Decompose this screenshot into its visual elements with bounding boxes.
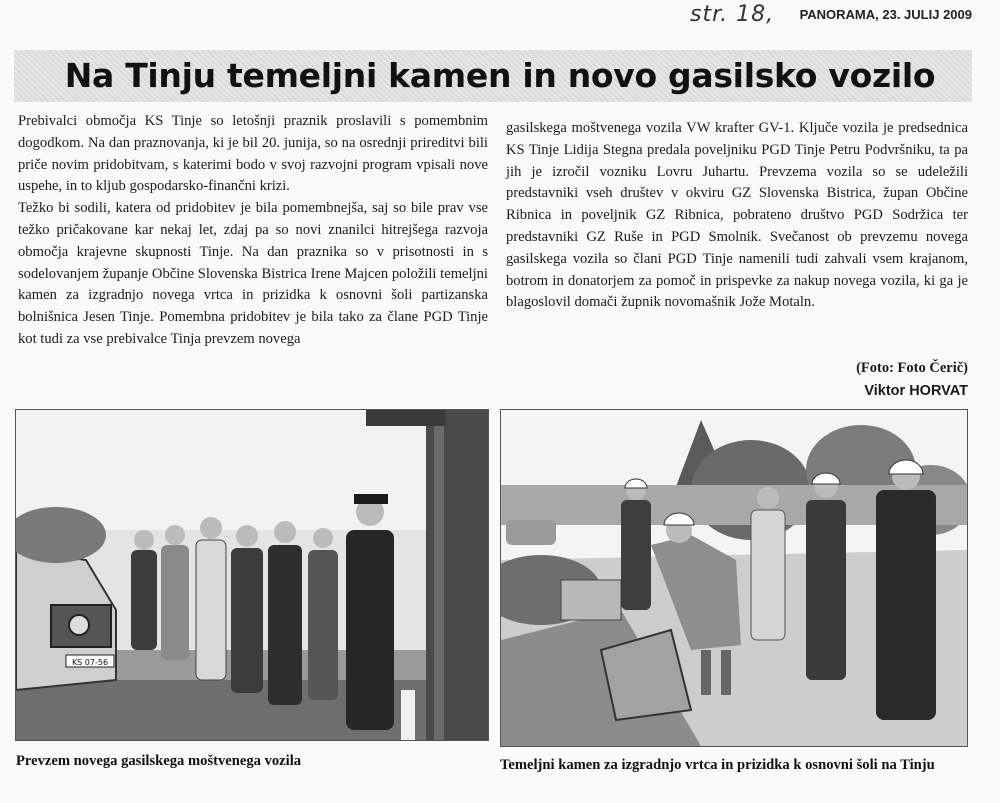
foundation-stone-image — [501, 410, 967, 746]
photo-caption-right: Temeljni kamen za izgradnjo vrtca in prizidka k osnovni šoli na Tinju — [500, 757, 935, 773]
photo-credit: (Foto: Foto Čerič) — [856, 360, 968, 376]
article-column-right — [506, 118, 968, 314]
article-headline: Na Tinju temeljni kamen in novo gasilsko vozilo — [64, 56, 936, 95]
paragraph: gasilskega moštvenega vozila VW krafter GV-1. Ključe vozila je predsednica KS Tinje Lidija Stegna predala poveljniku PGD Tinje Petru Podvršniku, ta pa jih je izročil vozniku Lovru Juhartu. Prevzema vozila so se udeležili predstavniki vseh društev v okviru GZ Slovenska Bistrica, župan Občine Ribnica in poveljnik GZ Ribnica, pobrateno društvo PGD Sodržica ter predstavniki GZ Ruše in PGD Smolnik. Svečanost ob prevzemu novega gasilskega vozila so člani PGD Tinje namenili tudi zahvali vsem krajanom, botrom in donatorjem za pomoč in prispevke za nakup novega vozila, ki ga je blagoslovil domači župnik novomašnik Jože Motaln. — [506, 120, 968, 311]
paragraph: Težko bi sodili, katera od pridobitev je bila pomembnejša, saj so bile prav vse težko pričakovane kar nekaj let, zdaj pa so novi znanilci hitrejšega razvoja območja krajevne skupnosti Tinje. Na dan praznika so v prisotnosti in s sodelovanjem županje Občine Slovenska Bistrica Irene Majcen položili temeljni kamen za izgradnjo novega vrtca in prizidka k osnovni šoli partizanska bolnišnica Jesen Tinje. Pomembna pridobitev je bila tako za člane PGD Tinje kot tudi za vse prebivalce Tinja prevzem novega — [18, 200, 488, 347]
handwritten-page-note: str. 18, — [690, 2, 775, 27]
photo-vehicle-handover — [15, 409, 489, 741]
vehicle-handover-image — [16, 410, 488, 740]
author-credit: Viktor HORVAT — [864, 383, 968, 399]
photo-caption-left: Prevzem novega gasilskega moštvenega vozila — [16, 753, 302, 769]
license-plate: KS 07-56 — [71, 658, 109, 667]
paragraph: Prebivalci območja KS Tinje so letošnji praznik proslavili s pomembnim dogodkom. Na dan praznovanja, ki je bil 20. junija, so na osrednji prireditvi bili priče novim pridobitvam, s katerimi bodo v svoj razvojni program vpisali nove uspehe, in to kljub gospodarsko-finančni krizi. — [18, 113, 488, 195]
photo-foundation-stone — [500, 409, 968, 747]
article-column-left — [18, 111, 488, 351]
publication-source: PANORAMA, 23. JULIJ 2009 — [799, 7, 972, 22]
